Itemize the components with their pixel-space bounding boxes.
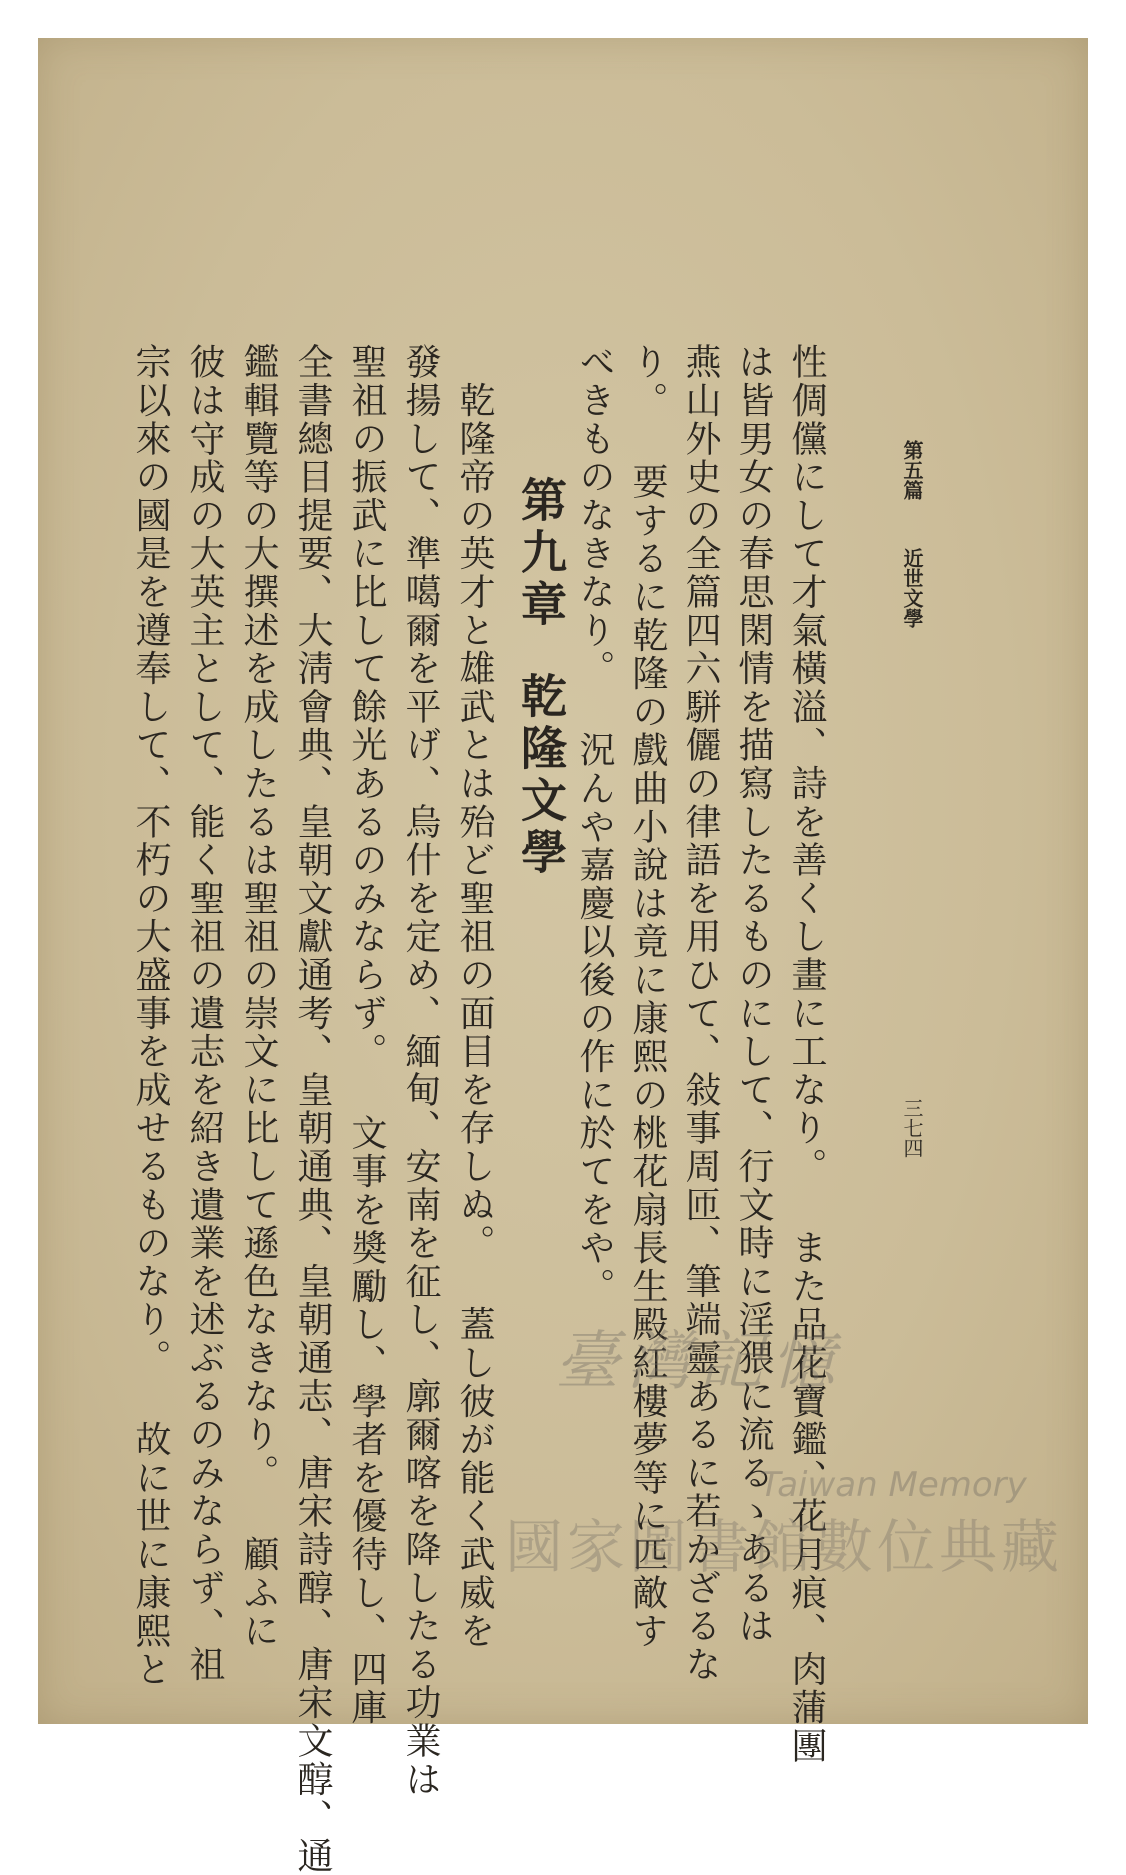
text-column: 宗以來の國是を遵奉して、不朽の大盛事を成せるものなり。 故に世に康熙と <box>130 343 171 1689</box>
text-column: 性倜儻にして才氣橫溢、詩を善くし畫に工なり。 また品花寶鑑、花月痕、肉蒲團 <box>786 343 827 1766</box>
watermark-library: 國家圖書館數位典藏 <box>505 1513 1064 1581</box>
text-column: 燕山外史の全篇四六駢儷の律語を用ひて、敍事周匝、筆端靈あるに若かざるな <box>680 343 721 1684</box>
text-column: 發揚して、準噶爾を平げ、烏什を定め、緬甸、安南を征し、廓爾喀を降したる功業は <box>400 343 441 1799</box>
text-column: 全書總目提要、大淸會典、皇朝文獻通考、皇朝通典、皇朝通志、唐宋詩醇、唐宋文醇、通 <box>292 343 333 1875</box>
watermark-english: Taiwan Memory <box>760 1465 1027 1505</box>
text-column: 彼は守成の大英主として、能く聖祖の遺志を紹き遺業を述ぶるのみならず、祖 <box>184 343 225 1684</box>
watermark-logo-text: 臺灣記憶 <box>555 1325 843 1399</box>
page-number: 三七四 <box>900 1098 924 1158</box>
chapter-number: 第九章 <box>514 476 568 632</box>
text-column: べきものなきなり。 況んや嘉慶以後の作に於てをや。 <box>574 343 615 1306</box>
chapter-heading <box>514 476 568 880</box>
text-column: 乾隆帝の英才と雄武とは殆ど聖祖の面目を存しぬ。 蓋し彼が能く武威を <box>454 343 495 1651</box>
text-column: り。 要するに乾隆の戲曲小說は竟に康熙の桃花扇長生殿紅樓夢等に匹敵す <box>627 343 668 1651</box>
text-column: 聖祖の振武に比して餘光あるのみならず。 文事を奬勵し、學者を優待し、四庫 <box>346 343 387 1727</box>
section-title: 近世文學 <box>900 548 924 628</box>
section-label: 第五篇 <box>900 440 924 500</box>
running-header <box>902 440 922 628</box>
text-column: は皆男女の春思閑情を描寫したるものにして、行文時に淫猥に流るゝあるは <box>733 343 774 1646</box>
text-column: 鑑輯覽等の大撰述を成したるは聖祖の崇文に比して遜色なきなり。 顧ふに <box>238 343 279 1651</box>
chapter-title: 乾隆文學 <box>514 672 568 880</box>
